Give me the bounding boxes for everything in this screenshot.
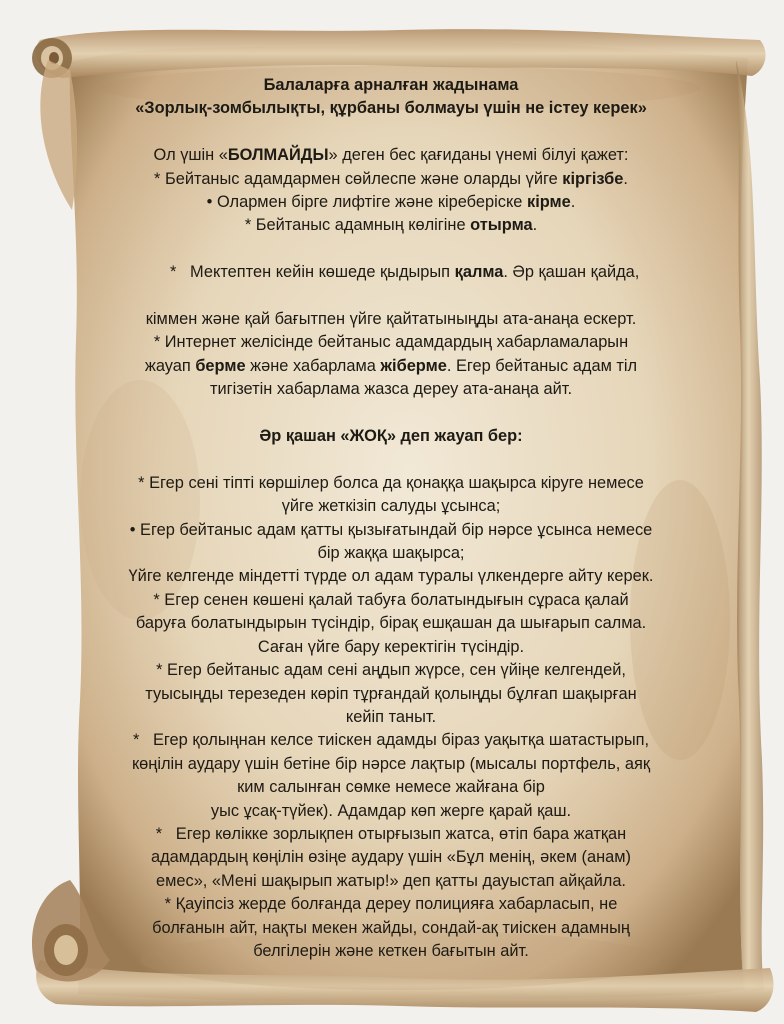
memo-title: Балаларға арналған жадынама — [263, 76, 519, 94]
list-item: белгілерін және кеткен бағытын айт. — [253, 941, 529, 960]
rule-text-end: . — [623, 169, 628, 188]
rule-item-continued: кіммен және қай бағытпен үйге қайтатыныңды ата-анаңа ескерт. — [145, 310, 637, 329]
list-item: Үйге келгенде міндетті түрде ол адам туралы үлкендерге айту керек. — [128, 567, 654, 586]
spacer — [108, 402, 674, 425]
rule-text-end: . Әр қашан қайда, — [503, 263, 640, 282]
list-item: * Егер көлікке зорлықпен отырғызып жатса, өтіп бара жатқан — [155, 824, 627, 843]
memo-subtitle: «Зорлық-зомбылықты, құрбаны болмауы үшін не істеу керек» — [135, 99, 647, 118]
rule-item-continued: тигізетін хабарлама жазса дереу ата-анаңа айт. — [209, 380, 573, 399]
rule-keyword: кірме — [526, 193, 571, 212]
list-item: кейіп таныт. — [345, 707, 437, 726]
rules-intro-text-end: » деген бес қағиданы үнемі білуі қажет: — [328, 146, 629, 165]
rule-text: және хабарлама — [245, 356, 381, 375]
rule-item-continued — [108, 355, 674, 378]
section-heading: Әр қашан «ЖОҚ» деп жауап бер: — [259, 427, 523, 446]
rule-text-end: . — [532, 216, 538, 235]
rule-keyword: отырма — [470, 216, 533, 235]
rule-keyword: берме — [195, 356, 246, 375]
list-item: * Егер бейтаныс адам сені аңдып жүрсе, сен үйіңе келгендей, — [156, 661, 626, 680]
no-items-list — [108, 472, 674, 964]
rule-text: • Олармен бірге лифтіге және кіреберіске — [206, 193, 527, 212]
list-item: * Егер сені тіпті көршілер болса да қонаққа шақырса кіруге немесе — [138, 473, 644, 492]
rules-intro-text: Ол үшін « — [153, 146, 228, 165]
list-item: Саған үйге бару керектігін түсіндір. — [257, 637, 525, 656]
list-item: * Қауіпсіз жерде болғанда дереу полицияға хабарласып, не — [164, 895, 618, 914]
rule-item — [108, 168, 674, 191]
rule-keyword: жіберме — [380, 356, 447, 375]
rule-text: * Бейтаныс адамдармен сөйлеспе және оларды үйге — [154, 169, 563, 188]
rule-text: * Бейтаныс адамның көлігіне — [244, 216, 471, 235]
rule-keyword: қалма — [454, 263, 504, 282]
rule-text-end: . — [570, 193, 576, 212]
list-item: үйге жеткізіп салуды ұсынса; — [281, 497, 501, 516]
rules-intro — [108, 144, 674, 167]
list-item: емес», «Мені шақырып жатыр!» деп қатты дауыстап айқайла. — [156, 871, 626, 890]
rule-text-end: . Егер бейтаныс адам тіл — [446, 356, 638, 375]
list-item: көңілін аудару үшін бетіне бір нәрсе лақтыр (мысалы портфель, аяқ — [131, 754, 651, 773]
rule-text: жауап — [144, 356, 196, 375]
rule-item — [108, 238, 674, 308]
list-item: адамдардың көңілін өзіңе аудару үшін «Бұл менің, әкем (анам) — [150, 848, 632, 867]
rules-intro-bold: БОЛМАЙДЫ — [227, 146, 329, 165]
list-item: бір жаққа шақырса; — [317, 544, 465, 563]
spacer — [108, 121, 674, 144]
rule-item — [108, 214, 674, 237]
rule-keyword: кіргізбе — [562, 169, 624, 188]
list-item: уыс ұсақ-түйек). Адамдар көп жерге қарай қаш. — [210, 801, 572, 820]
list-item: туысыңды терезеден көріп тұрғандай қолыңды бұлғап шақырған — [145, 684, 637, 703]
rule-item: * Интернет желісінде бейтаныс адамдардың хабарламаларын — [153, 333, 629, 352]
rule-item — [108, 191, 674, 214]
list-item: баруға болатындырын түсіндір, бірақ ешқашан да шығарып салма. — [135, 614, 647, 633]
list-item: • Егер бейтаныс адам қатты қызығатындай бір нәрсе ұсынса немесе — [129, 520, 653, 539]
list-item: болғанын айт, нақты мекен жайды, сондай-ақ тиіскен адамның — [152, 918, 630, 937]
memo-text — [108, 74, 674, 963]
list-item: ким салынған сөмке немесе жайғана бір — [237, 778, 545, 797]
list-item: * Егер қолыңнан келсе тиіскен адамды біраз уақытқа шатастырып, — [132, 731, 650, 750]
spacer — [108, 448, 674, 471]
list-item: * Егер сенен көшені қалай табуға болатындығын сұраса қалай — [153, 590, 629, 609]
rule-text: * Мектептен кейін көшеде қыдырып — [169, 263, 455, 282]
